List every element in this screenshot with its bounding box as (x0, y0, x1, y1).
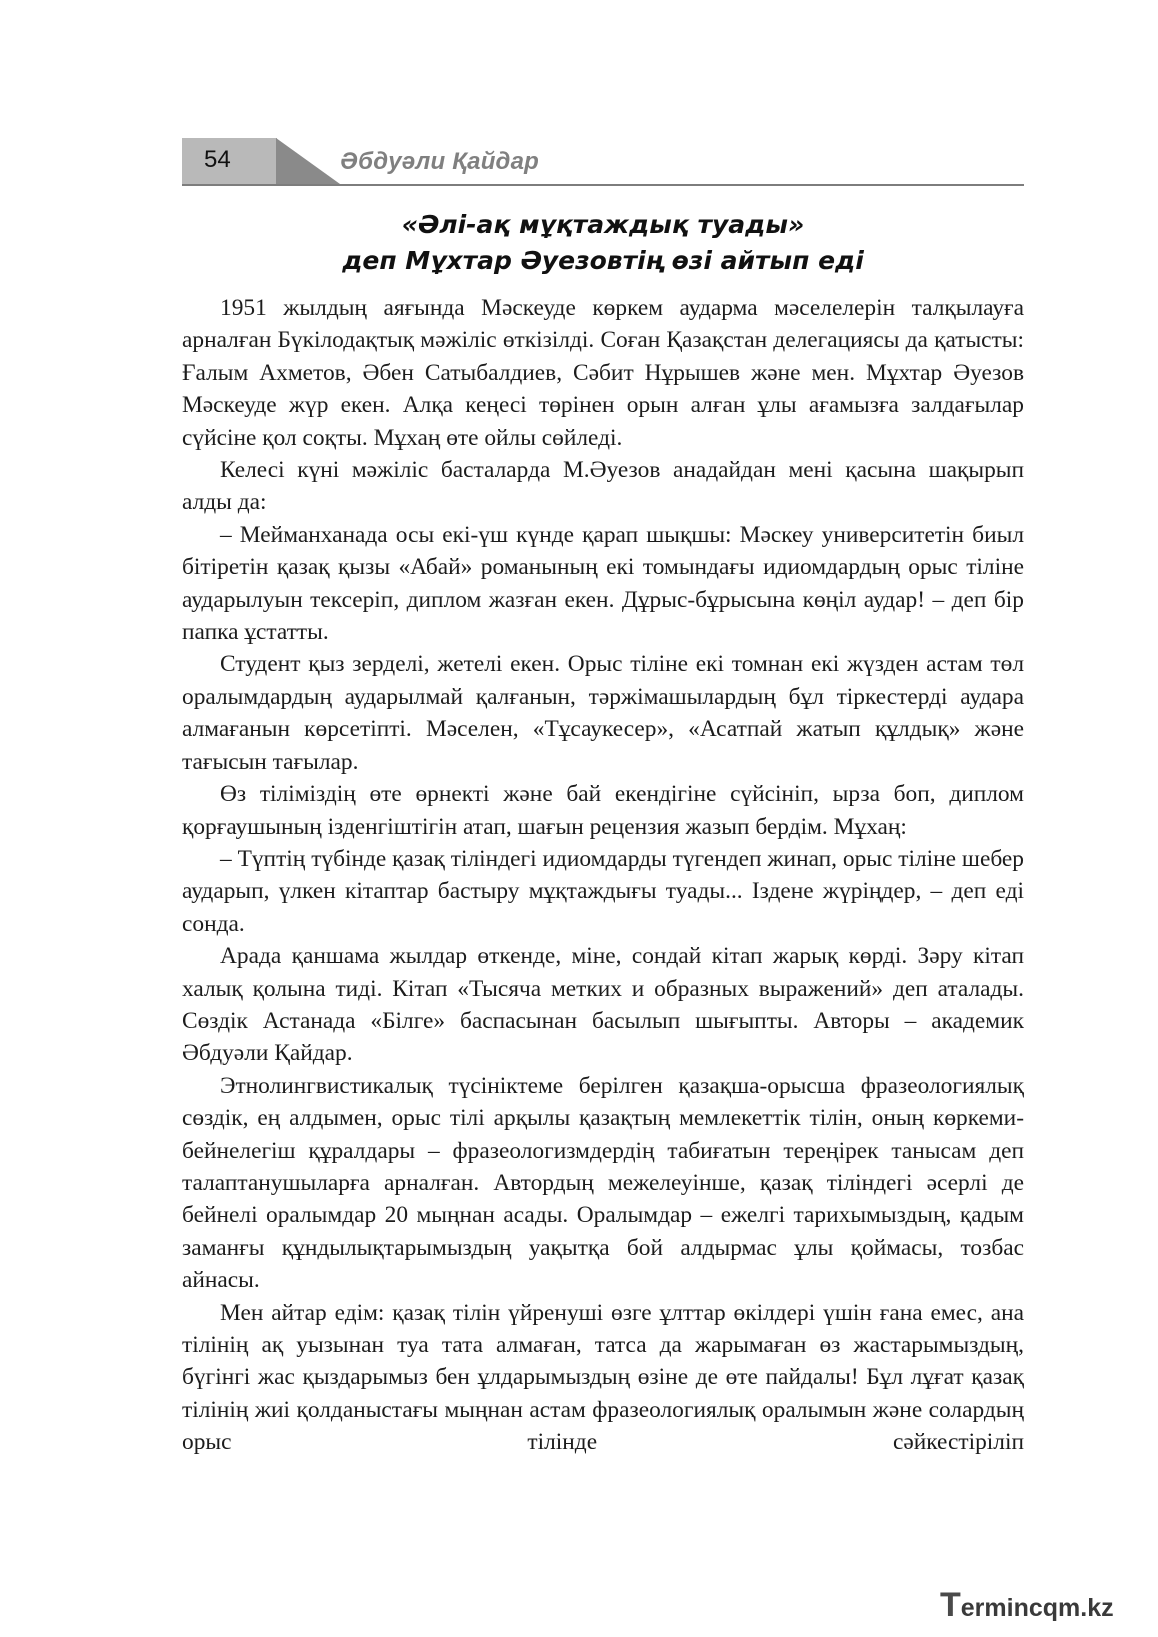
page-header (182, 138, 1024, 186)
logo-text-part-1: ermincq (960, 1594, 1059, 1622)
termincom-logo (940, 1586, 1114, 1624)
logo-text-part-2: m.kz (1058, 1594, 1114, 1622)
running-title: Әбдуәли Қайдар (340, 148, 539, 175)
paragraph-6: – Түптің түбінде қазақ тіліндегі идиомдарды түгендеп жинап, орыс тіліне шебер аударып, үлкен кітаптар бастыру мұқтаждығы туады... Іздене жүріңдер, – деп еді сонда. (182, 845, 1024, 937)
header-wedge-shape (276, 138, 340, 184)
paragraph-2: Келесі күні мәжіліс басталарда М.Әуезов анадайдан мені қасына шақырып алды да: (182, 457, 1024, 516)
article-title (182, 207, 1024, 279)
header-rule (182, 184, 1024, 186)
page-number: 54 (204, 146, 231, 173)
paragraph-4: Студент қыз зерделі, жетелі екен. Орыс тіліне екі томнан екі жүзден астам төл оралымдардың аударылмай қалғанын, тәржімашылардың бұл тіркестерді аудара алмағанын көрсетіпті. Мәселен, «Тұсаукесер», «Асатпай жатып құлдық» және тағысын тағылар. (182, 651, 1024, 775)
paragraph-8: Этнолингвистикалық түсініктеме берілген қазақша-орысша фразеологиялық сөздік, ең алдымен, орыс тілі арқылы қазақтың мемлекеттік тілін, оның көркеми-бейнелегіш құралдары – фразеологизмдердің табиғатын тереңірек танысам деп талаптанушыларға арналған. Автордың межелеуінше, қазақ тіліндегі әсерлі де бейнелі оралымдар 20 мыңнан асады. Оралымдар – ежелгі тарихымыздың, қадым заманғы құндылықтарымыздың уақытқа бой алдырмас ұлы қоймасы, тозбас айнасы. (182, 1072, 1024, 1294)
article-title-line-2: деп Мұхтар Әуезовтің өзі айтып еді (342, 246, 864, 275)
paragraph-7: Арада қаншама жылдар өткенде, міне, сондай кітап жарық көрді. Зәру кітап халық қолына тиді. Кітап «Тысяча метких и образных выражений» деп аталады. Сөздік Астанада «Білге» баспасынан басылып шығыпты. Авторы – академик Әбдуәли Қайдар. (182, 943, 1024, 1067)
paragraph-5: Өз тіліміздің өте өрнекті және бай екендігіне сүйсініп, ырза боп, диплом қорғаушының ізденгіштігін атап, шағын рецензия жазып бердім. Мұхаң: (182, 781, 1024, 840)
logo-first-letter: T (940, 1586, 961, 1624)
article-title-line-1: «Әлі-ақ мұқтаждық туады» (401, 210, 805, 239)
paragraph-1: 1951 жылдың аяғында Мәскеуде көркем аударма мәселелерін талқылауға арналған Бүкілодақтық мәжіліс өткізілді. Соған Қазақстан делегациясы да қатысты: Ғалым Ахметов, Әбен Сатыбалдиев, Сәбит Нұрышев және мен. Мұхтар Әуезов Мәскеуде жүр екен. Алқа кеңесі төрінен орын алған ұлы ағамызға залдағылар сүйсіне қол соқты. Мұхаң өте ойлы сөйледі. (182, 295, 1024, 451)
page-number-box (182, 138, 277, 184)
paragraph-9: Мен айтар едім: қазақ тілін үйренуші өзге ұлттар өкілдері үшін ғана емес, ана тілінің ақ уызынан туа тата алмаған, татса да жарымаған өз жастарымыздың, бүгінгі жас қыздарымыз бен ұлдарымыздың өзіне де өте пайдалы! Бұл лұғат қазақ тілінің жиі қолданыстағы мыңнан астам фразеологиялық оралымын және солардың орыс тілінде сәйкестіріліп (182, 1299, 1024, 1456)
article-body (182, 292, 1024, 1459)
paragraph-3: – Мейманханада осы екі-үш күнде қарап шықшы: Мәскеу университетін биыл бітіретін қазақ қызы «Абай» романының екі томындағы идиомдардың орыс тіліне аударылуын тексеріп, диплом жазған екен. Дұрыс-бұрысына көңіл аудар! – деп бір папка ұстатты. (182, 521, 1024, 646)
